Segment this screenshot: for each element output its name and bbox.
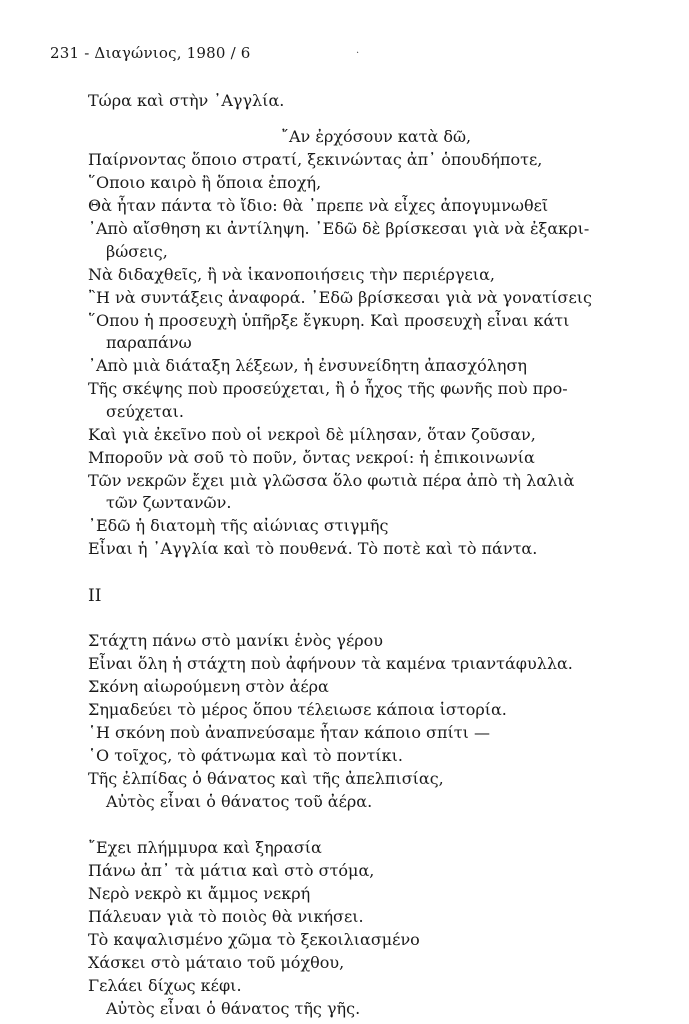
verse-line: Εἶναι ὅλη ἡ στάχτη ποὺ ἀφήνουν τὰ καμένα τριαντάφυλλα.: [88, 654, 573, 673]
verse-line: ῞Οποιο καιρὸ ἢ ὅποια ἐποχή,: [88, 173, 322, 192]
verse-line-refrain: Αὐτὸς εἶναι ὁ θάνατος τῆς γῆς.: [106, 999, 361, 1018]
verse-line-refrain: Αὐτὸς εἶναι ὁ θάνατος τοῦ ἀέρα.: [106, 792, 373, 811]
verse-line-continuation: τῶν ζωντανῶν.: [106, 493, 232, 512]
verse-line: ῾Η σκόνη ποὺ ἀναπνεύσαμε ἦταν κάποιο σπίτι —: [88, 723, 490, 742]
verse-line: ῞Οπου ἡ προσευχὴ ὑπῆρξε ἔγκυρη. Καὶ προσευχὴ εἶναι κάτι: [88, 311, 570, 330]
section-number: II: [88, 586, 102, 606]
verse-line: Νὰ διδαχθεῖς, ἢ νὰ ἱκανοποιήσεις τὴν περιέργεια,: [88, 265, 495, 284]
verse-line: Τῆς σκέψης ποὺ προσεύχεται, ἢ ὁ ἦχος τῆς φωνῆς ποὺ προ-: [88, 379, 568, 398]
verse-line: Νερὸ νεκρὸ κι ἄμμος νεκρή: [88, 884, 311, 903]
verse-line: Εἶναι ἡ ᾽Αγγλία καὶ τὸ πουθενά. Τὸ ποτὲ καὶ τὸ πάντα.: [88, 539, 538, 558]
verse-line: Καὶ γιὰ ἐκεῖνο ποὺ οἱ νεκροὶ δὲ μίλησαν, ὅταν ζοῦσαν,: [88, 425, 536, 444]
verse-line: Πάλευαν γιὰ τὸ ποιὸς θὰ νικήσει.: [88, 907, 364, 926]
verse-line: Τῆς ἐλπίδας ὁ θάνατος καὶ τῆς ἀπελπισίας,: [88, 769, 444, 788]
verse-line: Τῶν νεκρῶν ἔχει μιὰ γλῶσσα ὅλο φωτιὰ πέρα ἀπὸ τὴ λαλιὰ: [88, 471, 575, 490]
verse-line: Γελάει δίχως κέφι.: [88, 976, 242, 995]
verse-line-continuation: σεύχεται.: [106, 402, 184, 421]
verse-line: Σημαδεύει τὸ μέρος ὅπου τέλειωσε κάποια ἱστορία.: [88, 700, 507, 719]
page-mark: ·: [356, 48, 360, 59]
verse-line: Σκόνη αἰωρούμενη στὸν ἀέρα: [88, 677, 329, 696]
verse-line: ᾽Απὸ αἴσθηση κι ἀντίληψη. ᾽Εδῶ δὲ βρίσκεσαι γιὰ νὰ ἐξακρι-: [88, 219, 590, 238]
verse-line: ᾽Απὸ μιὰ διάταξη λέξεων, ἡ ἐνσυνείδητη ἀπασχόληση: [88, 356, 527, 375]
verse-line-continuation: βώσεις,: [106, 242, 168, 261]
verse-line: ᾽Εδῶ ἡ διατομὴ τῆς αἰώνιας στιγμῆς: [88, 516, 389, 535]
intro-line: Τώρα καὶ στὴν ᾽Αγγλία.: [88, 91, 285, 110]
running-head: 231 - Διαγώνιος, 1980 / 6: [50, 44, 251, 62]
verse-line-continuation: παραπάνω: [106, 333, 192, 352]
verse-line: ῎Αν ἐρχόσουν κατὰ δῶ,: [281, 127, 472, 146]
verse-line: Χάσκει στὸ μάταιο τοῦ μόχθου,: [88, 953, 345, 972]
verse-line: Μποροῦν νὰ σοῦ τὸ ποῦν, ὄντας νεκροί: ἡ ἐπικοινωνία: [88, 448, 535, 467]
verse-line: ῾Ο τοῖχος, τὸ φάτνωμα καὶ τὸ ποντίκι.: [88, 746, 404, 765]
verse-line: ῍Η νὰ συντάξεις ἀναφορά. ᾽Εδῶ βρίσκεσαι γιὰ νὰ γονατίσεις: [88, 288, 592, 307]
verse-line: ῎Εχει πλήμμυρα καὶ ξηρασία: [88, 838, 322, 857]
verse-line: Τὸ καψαλισμένο χῶμα τὸ ξεκοιλιασμένο: [88, 930, 420, 949]
verse-line: Παίρνοντας ὅποιο στρατί, ξεκινώντας ἀπ᾽ ὁπουδήποτε,: [88, 150, 543, 169]
verse-line: Στάχτη πάνω στὸ μανίκι ἑνὸς γέρου: [88, 631, 384, 650]
verse-line: Πάνω ἀπ᾽ τὰ μάτια καὶ στὸ στόμα,: [88, 861, 375, 880]
verse-line: Θὰ ἦταν πάντα τὸ ἴδιο: θὰ ᾽πρεπε νὰ εἶχες ἀπογυμνωθεῖ: [88, 196, 549, 215]
